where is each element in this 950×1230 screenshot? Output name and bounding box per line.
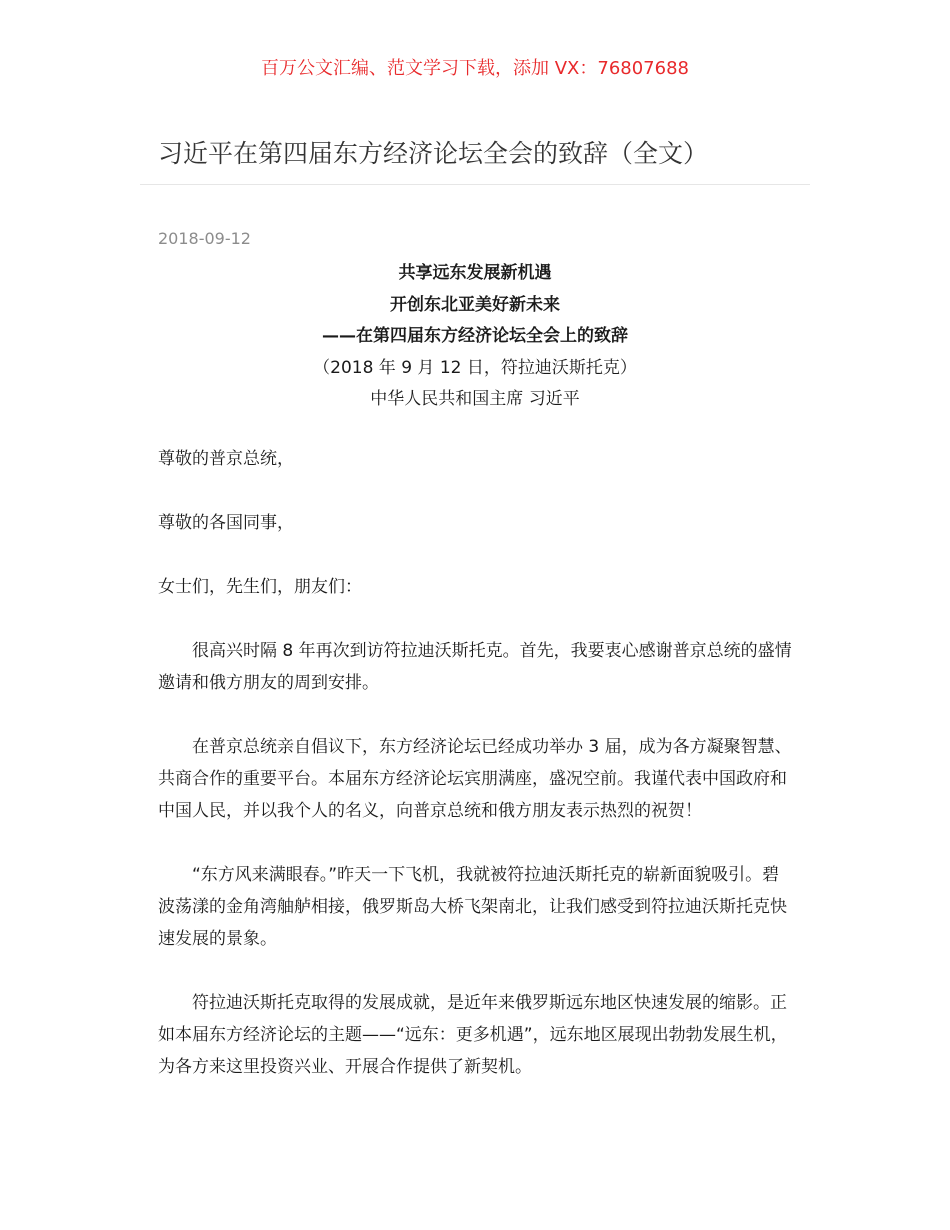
speech-title-line-1: 共享远东发展新机遇: [398, 263, 552, 283]
article-title: 习近平在第四届东方经济论坛全会的致辞（全文）: [158, 139, 709, 168]
salutation: 女士们，先生们，朋友们：: [158, 577, 362, 597]
speech-heading: [158, 258, 792, 416]
title-divider: [140, 184, 810, 185]
body-paragraph: “东方风来满眼春。”昨天一下飞机，我就被符拉迪沃斯托克的崭新面貌吸引。碧波荡漾的金角湾舳舻相接，俄罗斯岛大桥飞架南北，让我们感受到符拉迪沃斯托克快速发展的景象。: [158, 865, 787, 949]
body-paragraph: 很高兴时隔 8 年再次到访符拉迪沃斯托克。首先，我要衷心感谢普京总统的盛情邀请和俄方朋友的周到安排。: [158, 641, 792, 693]
banner-notice: 百万公文汇编、范文学习下载，添加 VX：76807688: [261, 58, 689, 79]
speech-date-location: （2018 年 9 月 12 日，符拉迪沃斯托克）: [313, 357, 637, 378]
body-paragraph: 符拉迪沃斯托克取得的发展成就，是近年来俄罗斯远东地区快速发展的缩影。正如本届东方经济论坛的主题——“远东：更多机遇”，远东地区展现出勃勃发展生机，为各方来这里投资兴业、开展合作提供了新契机。: [158, 993, 788, 1077]
publish-date: 2018-09-12: [158, 229, 251, 248]
speech-subtitle: ——在第四届东方经济论坛全会上的致辞: [322, 326, 628, 346]
speech-title-line-2: 开创东北亚美好新未来: [390, 294, 560, 315]
salutation: 尊敬的各国同事，: [158, 513, 294, 533]
salutation: 尊敬的普京总统，: [158, 449, 294, 469]
article-body: [158, 443, 792, 1115]
speech-author: 中华人民共和国主席 习近平: [370, 389, 580, 409]
body-paragraph: 在普京总统亲自倡议下，东方经济论坛已经成功举办 3 届，成为各方凝聚智慧、共商合作的重要平台。本届东方经济论坛宾朋满座，盛况空前。我谨代表中国政府和中国人民，并以我个人的名义，向普京总统和俄方朋友表示热烈的祝贺！: [158, 737, 792, 821]
